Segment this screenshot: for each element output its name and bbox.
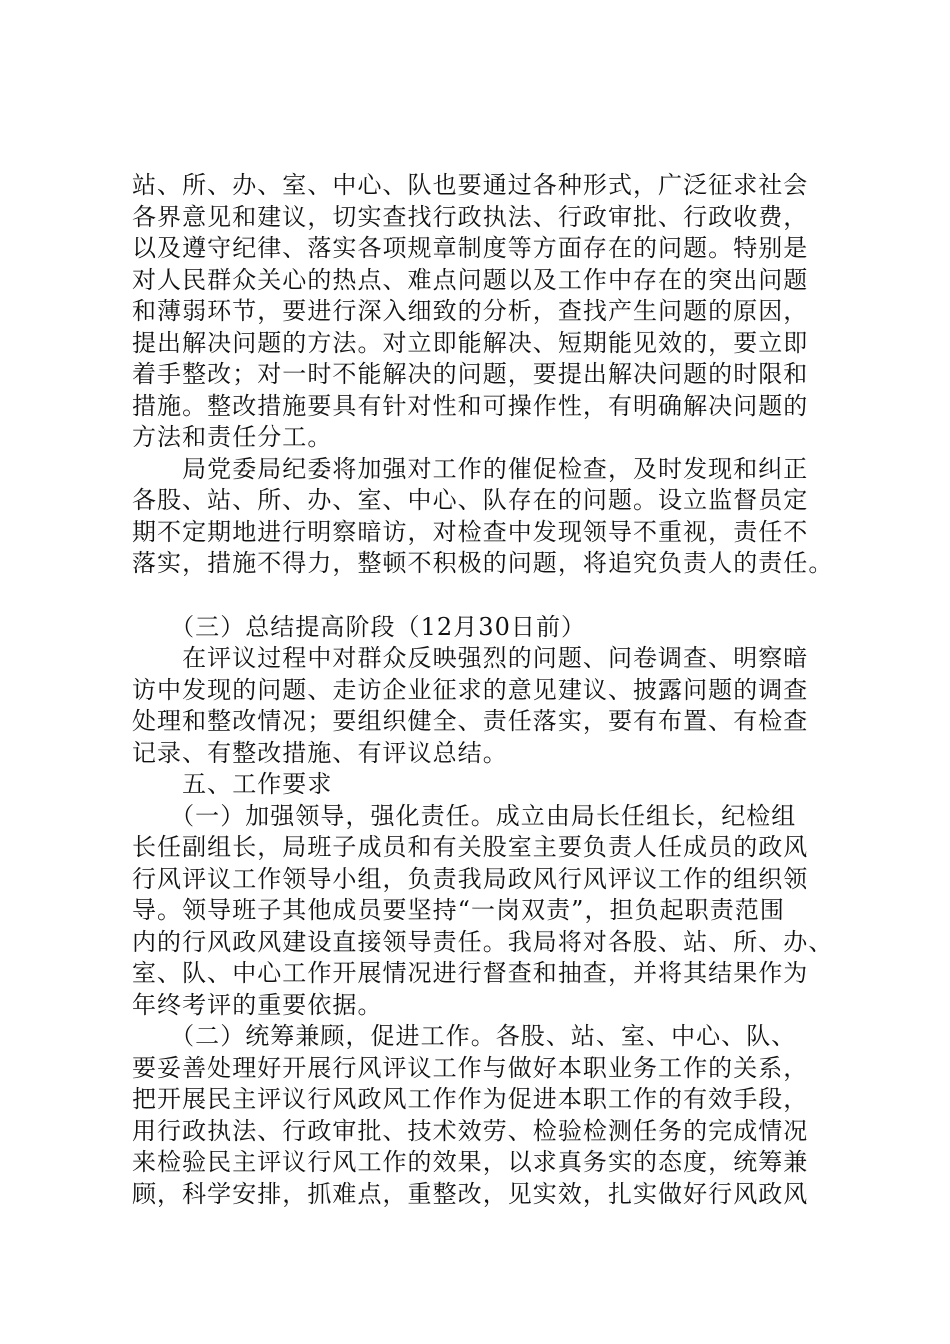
text-line: 方法和责任分工。	[132, 423, 333, 451]
text-line: 长任副组长，局班子成员和有关股室主要负责人任成员的政风	[132, 833, 809, 861]
text-line: 提出解决问题的方法。对立即能解决、短期能见效的，要立即	[132, 328, 809, 357]
text-line: 措施。整改措施要具有针对性和可操作性，有明确解决问题的	[132, 391, 809, 420]
text-line: 落实，措施不得力，整顿不积极的问题，将追究负责人的责任。	[132, 549, 834, 577]
text-block-1	[132, 170, 832, 580]
text-line: 要妥善处理好开展行风评议工作与做好本职业务工作的关系，	[132, 1053, 809, 1082]
text-line: 在评议过程中对群众反映强烈的问题、问卷调查、明察暗	[132, 644, 809, 672]
text-line: 顾，科学安排，抓难点，重整改，见实效，扎实做好行风政风	[132, 1179, 809, 1208]
text-line: 行风评议工作领导小组，负责我局政风行风评议工作的组织领	[132, 864, 809, 893]
section-heading: 五、工作要求	[132, 770, 333, 798]
text-line: 记录、有整改措施、有评议总结。	[132, 738, 508, 767]
text-block-2	[132, 612, 832, 1211]
text-line: 把开展民主评议行风政风工作作为促进本职工作的有效手段，	[132, 1085, 809, 1113]
text-line: 期不定期地进行明察暗访，对检查中发现领导不重视，责任不	[132, 517, 809, 546]
text-line: 内的行风政风建设直接领导责任。我局将对各股、站、所、办、	[132, 927, 834, 956]
text-line: 来检验民主评议行风工作的效果，以求真务实的态度，统筹兼	[132, 1148, 809, 1176]
text-line: 局党委局纪委将加强对工作的催促检查，及时发现和纠正	[132, 454, 809, 483]
text-line: 和薄弱环节，要进行深入细致的分析，查找产生问题的原因，	[132, 297, 809, 325]
text-line: 室、队、中心工作开展情况进行督查和抽查，并将其结果作为	[132, 959, 809, 987]
text-line: 站、所、办、室、中心、队也要通过各种形式，广泛征求社会	[132, 171, 809, 199]
text-line: 处理和整改情况；要组织健全、责任落实，要有布置、有检查	[132, 707, 809, 735]
text-line: 年终考评的重要依据。	[132, 990, 383, 1019]
paragraph-gap	[132, 580, 832, 612]
text-line: 以及遵守纪律、落实各项规章制度等方面存在的问题。特别是	[132, 234, 809, 262]
text-line: 各股、站、所、办、室、中心、队存在的问题。设立监督员定	[132, 486, 809, 514]
text-line: 访中发现的问题、走访企业征求的意见建议、披露问题的调查	[132, 675, 809, 704]
text-line: 用行政执法、行政审批、技术效劳、检验检测任务的完成情况	[132, 1116, 809, 1145]
text-line: 导。领导班子其他成员要坚持“一岗双责”，担负起职责范围	[132, 896, 785, 924]
text-line: （一）加强领导，强化责任。成立由局长任组长，纪检组	[132, 801, 797, 830]
document-page	[132, 170, 832, 1210]
text-line: 各界意见和建议，切实查找行政执法、行政审批、行政收费，	[132, 202, 809, 231]
text-line: 着手整改；对一时不能解决的问题，要提出解决问题的时限和	[132, 360, 809, 388]
text-line: 对人民群众关心的热点、难点问题以及工作中存在的突出问题	[132, 265, 809, 294]
section-heading: （三）总结提高阶段（12月30日前）	[132, 612, 587, 641]
text-line: （二）统筹兼顾，促进工作。各股、站、室、中心、队、	[132, 1022, 797, 1050]
